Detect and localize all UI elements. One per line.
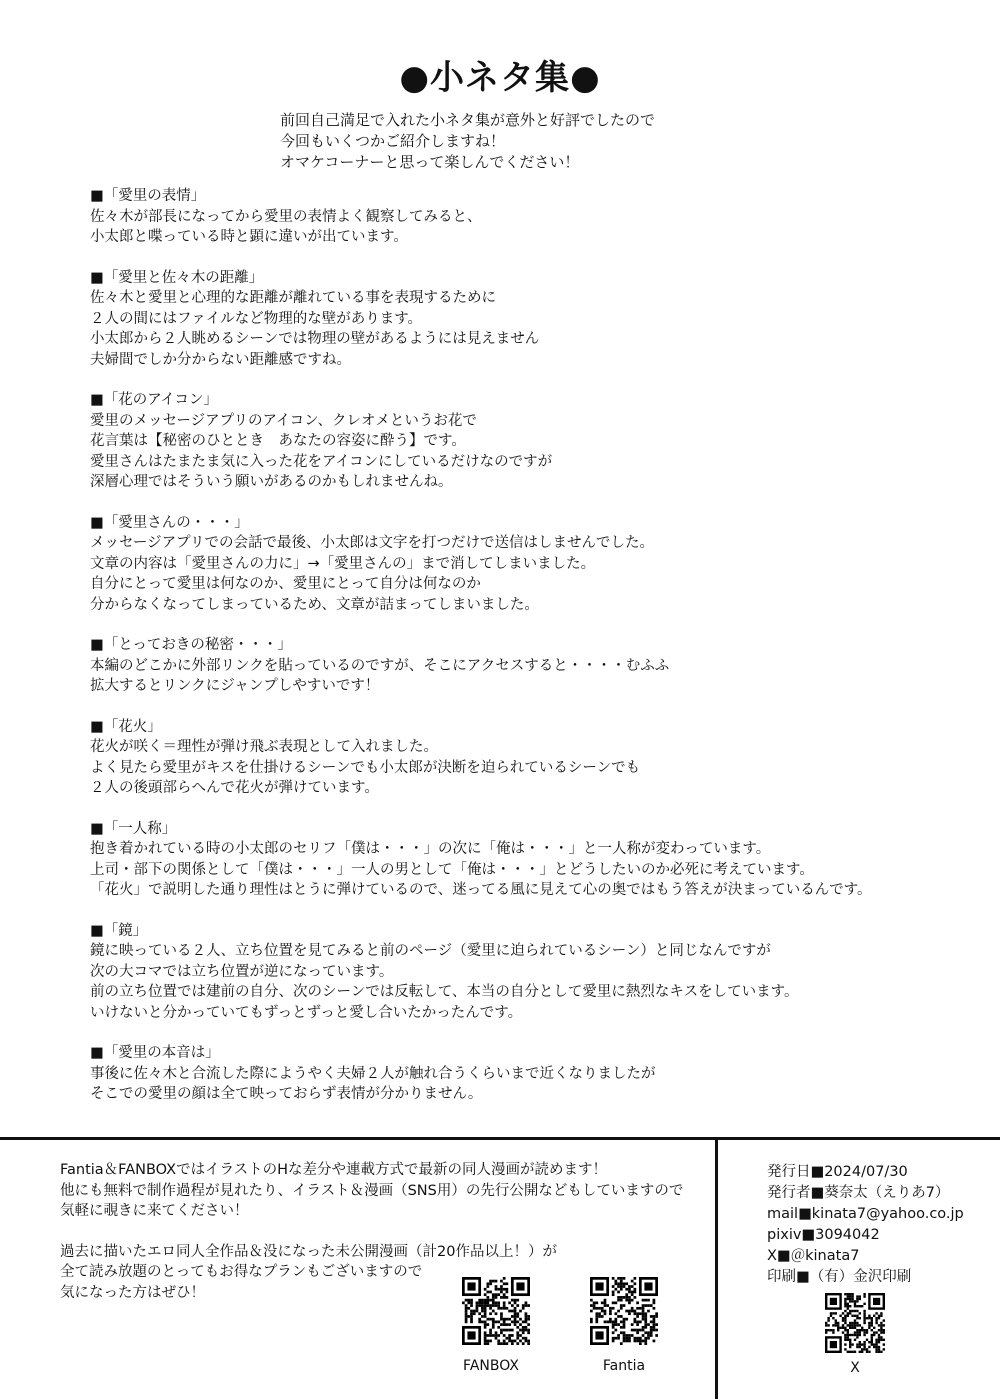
tip-section	[90, 717, 970, 799]
tip-section	[90, 1043, 970, 1105]
tip-section-line: 小太郎と喋っている時と顕に違いが出ています。	[90, 229, 408, 245]
intro-text	[280, 110, 655, 173]
promo-line: 気軽に覗きに来てください！	[60, 1203, 249, 1219]
promo-line: Fantia＆FANBOXではイラストのHな差分や連載方式で最新の同人漫画が読めます！	[60, 1162, 608, 1178]
promo-line: 気になった方はぜひ！	[60, 1284, 205, 1301]
intro-line: 今回もいくつかご紹介しますね！	[280, 132, 506, 150]
tip-section-line: 深層心理ではそういう願いがあるのかもしれませんね。	[90, 474, 453, 490]
tip-section-line: ２人の後頭部らへんで花火が弾けています。	[90, 780, 379, 796]
tip-section-line: 花言葉は【秘密のひととき あなたの容姿に酔う】です。	[90, 433, 466, 449]
publisher-pixiv: pixiv■3094042	[767, 1227, 880, 1243]
x-qr-label: X	[850, 1360, 860, 1376]
tip-section-title: ■「一人称」	[90, 820, 177, 837]
tip-section	[90, 513, 970, 616]
tip-section-line: 自分にとって愛里は何なのか、愛里にとって自分は何なのか	[90, 576, 481, 592]
promo-line: 過去に描いたエロ同人全作品＆没になった未公開漫画（計20作品以上！）が	[60, 1243, 557, 1260]
tip-section-title: ■「花のアイコン」	[90, 392, 218, 408]
tip-section-title: ■「花火」	[90, 718, 162, 735]
tip-section-line: 抱き着かれている時の小太郎のセリフ「僕は・・・」の次に「俺は・・・」と一人称が変わっています。	[90, 841, 771, 857]
tip-section-title: ■「愛里の表情」	[90, 188, 206, 204]
tip-section	[90, 635, 970, 697]
tip-section-line: よく見たら愛里がキスを仕掛けるシーンでも小太郎が決断を迫られているシーンでも	[90, 759, 641, 776]
publication-info	[767, 1162, 964, 1288]
tip-section	[90, 268, 970, 371]
tip-section-title: ■「愛里と佐々木の距離」	[90, 269, 264, 286]
fanbox-qr-code[interactable]	[462, 1277, 530, 1345]
tip-section-line: 本編のどこかに外部リンクを貼っているのですが、そこにアクセスすると・・・・むふふ	[90, 657, 670, 674]
publisher-mail: mail■kinata7@yahoo.co.jp	[767, 1206, 964, 1222]
tip-section-line: そこでの愛里の顔は全て映っておらず表情が分かりません。	[90, 1086, 483, 1102]
tip-section	[90, 186, 970, 248]
publisher: 発行者■葵奈太（えりあ7）	[767, 1185, 950, 1201]
tip-section-line: 小太郎から２人眺めるシーンでは物理の壁があるようには見えません	[90, 331, 540, 347]
tip-section-line: 花火が咲く＝理性が弾け飛ぶ表現として入れました。	[90, 739, 438, 755]
x-qr-code[interactable]	[825, 1293, 885, 1353]
tip-section-line: 事後に佐々木と合流した際にようやく夫婦２人が触れ合うくらいまで近くなりましたが	[90, 1065, 656, 1082]
footer-divider-vertical	[715, 1140, 718, 1399]
tip-section-line: 夫婦間でしか分からない距離感ですね。	[90, 351, 351, 368]
page-title: ●小ネタ集●	[399, 58, 601, 98]
promo-line: 他にも無料で制作過程が見れたり、イラスト＆漫画（SNS用）の先行公開などもしていますので	[60, 1182, 684, 1199]
publisher-x-account: X■＠kinata7	[767, 1248, 860, 1264]
tip-section-title: ■「鏡」	[90, 922, 148, 939]
footer-divider-horizontal	[0, 1137, 1000, 1140]
tip-section-line: 鏡に映っている２人、立ち位置を見てみると前のページ（愛里に迫られているシーン）と同じなんですが	[90, 943, 771, 959]
fantia-qr-label: Fantia	[602, 1358, 646, 1374]
tip-section-line: 分からなくなってしまっているため、文章が詰まってしまいました。	[90, 596, 539, 613]
tip-section-line: メッセージアプリでの会話で最後、小太郎は文字を打つだけで送信はしませんでした。	[90, 535, 655, 551]
tip-section-line: 文章の内容は「愛里さんの力に」→「愛里さんの」まで消してしまいました。	[90, 555, 596, 572]
promo-line: 全て読み放題のとってもお得なプランもございますので	[60, 1264, 423, 1280]
tip-section	[90, 390, 970, 493]
intro-line: オマケコーナーと思って楽しんでください！	[280, 153, 580, 171]
tip-section-line: 「花火」で説明した通り理性はとうに弾けているので、迷ってる風に見えて心の奥ではもう答えが決まっているんです。	[90, 882, 872, 898]
tip-section-line: ２人の間にはファイルなど物理的な壁があります。	[90, 310, 423, 327]
tip-section-title: ■「愛里さんの・・・」	[90, 514, 249, 531]
tip-section	[90, 921, 970, 1024]
printer: 印刷■（有）金沢印刷	[767, 1269, 912, 1285]
tip-section-line: 前の立ち位置では建前の自分、次のシーンでは反転して、本当の自分として愛里に熱烈なキスをしています。	[90, 984, 799, 1000]
publication-date: 発行日■2024/07/30	[767, 1164, 908, 1180]
tip-section-line: 愛里のメッセージアプリのアイコン、クレオメというお花で	[90, 412, 477, 429]
tip-section-line: いけないと分かっていてもずっとずっと愛し合いたかったんです。	[90, 1004, 523, 1021]
tip-section-title: ■「愛里の本音は」	[90, 1045, 220, 1061]
tip-section	[90, 819, 970, 901]
fantia-qr-code[interactable]	[590, 1277, 658, 1345]
tip-section-line: 次の大コマでは立ち位置が逆になっています。	[90, 963, 394, 980]
tip-section-line: 愛里さんはたまたま気に入った花をアイコンにしているだけなのですが	[90, 453, 553, 470]
fanbox-qr-label: FANBOX	[463, 1358, 519, 1374]
tips-sections	[90, 186, 970, 1125]
tip-section-line: 上司・部下の関係として「僕は・・・」一人の男として「俺は・・・」とどうしたいのか必死に考えています。	[90, 861, 814, 878]
tip-section-line: 拡大するとリンクにジャンプしやすいです！	[90, 678, 380, 694]
tip-section-title: ■「とっておきの秘密・・・」	[90, 637, 292, 653]
tip-section-line: 佐々木と愛里と心理的な距離が離れている事を表現するために	[90, 290, 496, 306]
intro-line: 前回自己満足で入れた小ネタ集が意外と好評でしたので	[280, 111, 656, 129]
promo-paragraph-1	[60, 1160, 710, 1222]
tip-section-line: 佐々木が部長になってから愛里の表情よく観察してみると、	[90, 208, 482, 225]
